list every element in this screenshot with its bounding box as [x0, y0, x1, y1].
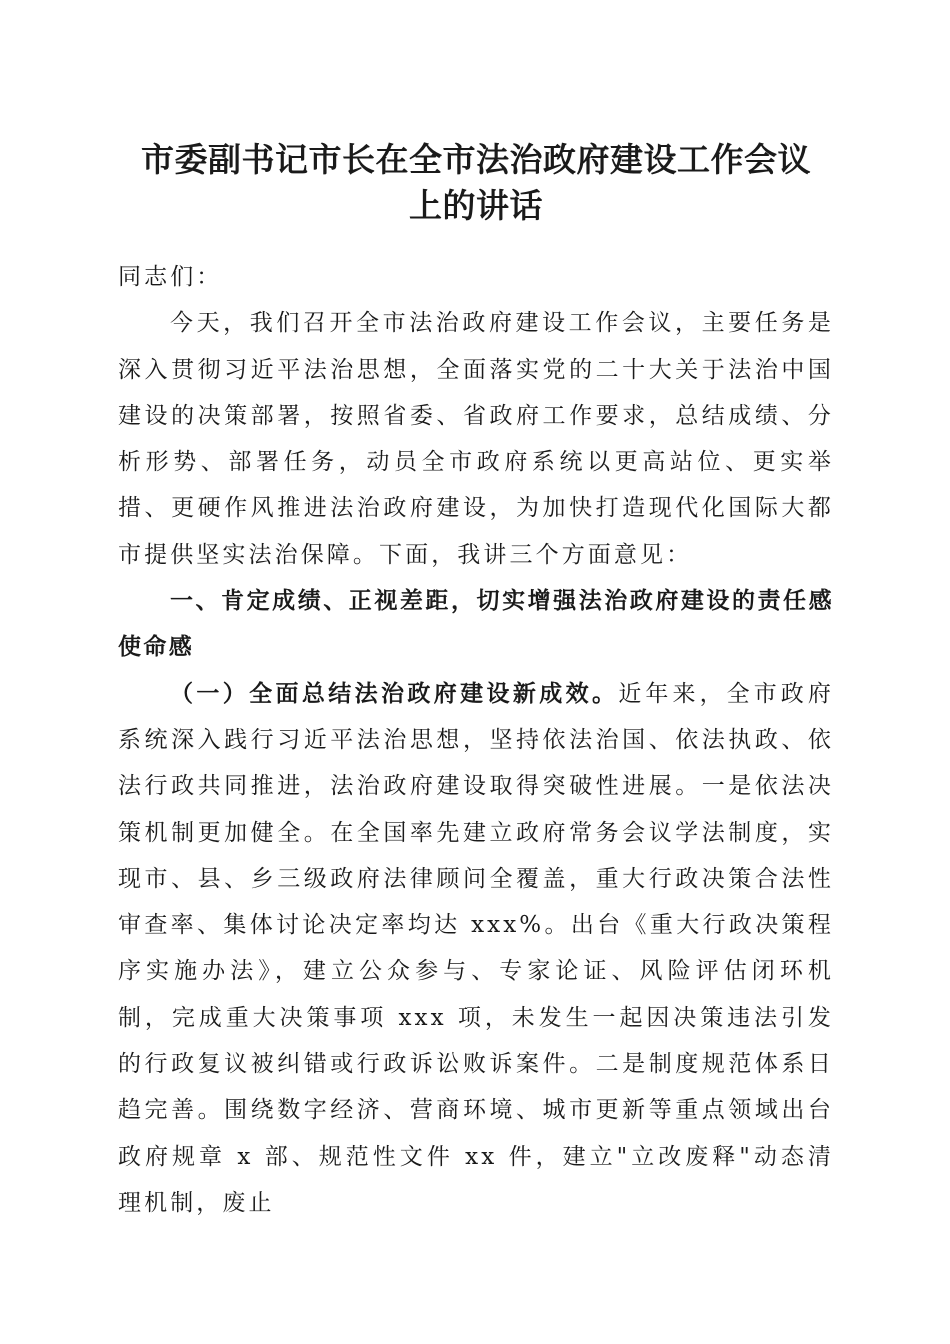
intro-paragraph: 今天，我们召开全市法治政府建设工作会议，主要任务是深入贯彻习近平法治思想，全面落实党的二十大关于法治中国建设的决策部署，按照省委、省政府工作要求，总结成绩、分析形势、部署任务，动员全市政府系统以更高站位、更实举措、更硬作风推进法治政府建设，为加快打造现代化国际大都市提供坚实法治保障。下面，我讲三个方面意见： — [118, 310, 834, 568]
salutation: 同志们： — [118, 264, 223, 290]
title-line-2: 上的讲话 — [409, 186, 543, 225]
section-heading-1: 一、肯定成绩、正视差距，切实增强法治政府建设的责任感使命感 — [118, 588, 834, 661]
document-body — [118, 254, 834, 1226]
title-line-1: 市委副书记市长在全市法治政府建设工作会议 — [141, 140, 811, 179]
section-1-paragraph — [118, 671, 834, 1227]
subsection-body: 近年来，全市政府系统深入践行习近平法治思想，坚持依法治国、依法执政、依法行政共同推进，法治政府建设取得突破性进展。一是依法决策机制更加健全。在全国率先建立政府常务会议学法制度，实现市、县、乡三级政府法律顾问全覆盖，重大行政决策合法性审查率、集体讨论决定率均达 xxx%。出台《重大行政决策程序实施办法》，建立公众参与、专家论证、风险评估闭环机制，完成重大决策事项 xxx 项，未发生一起因决策违法引发的行政复议被纠错或行政诉讼败诉案件。二是制度规范体系日趋完善。围绕数字经济、营商环境、城市更新等重点领域出台政府规章 x 部、规范性文件 xx 件，建立"立改废释"动态清理机制，废止 — [118, 680, 834, 1216]
document-title — [118, 137, 834, 229]
subsection-lead: （一）全面总结法治政府建设新成效。 — [170, 680, 619, 707]
